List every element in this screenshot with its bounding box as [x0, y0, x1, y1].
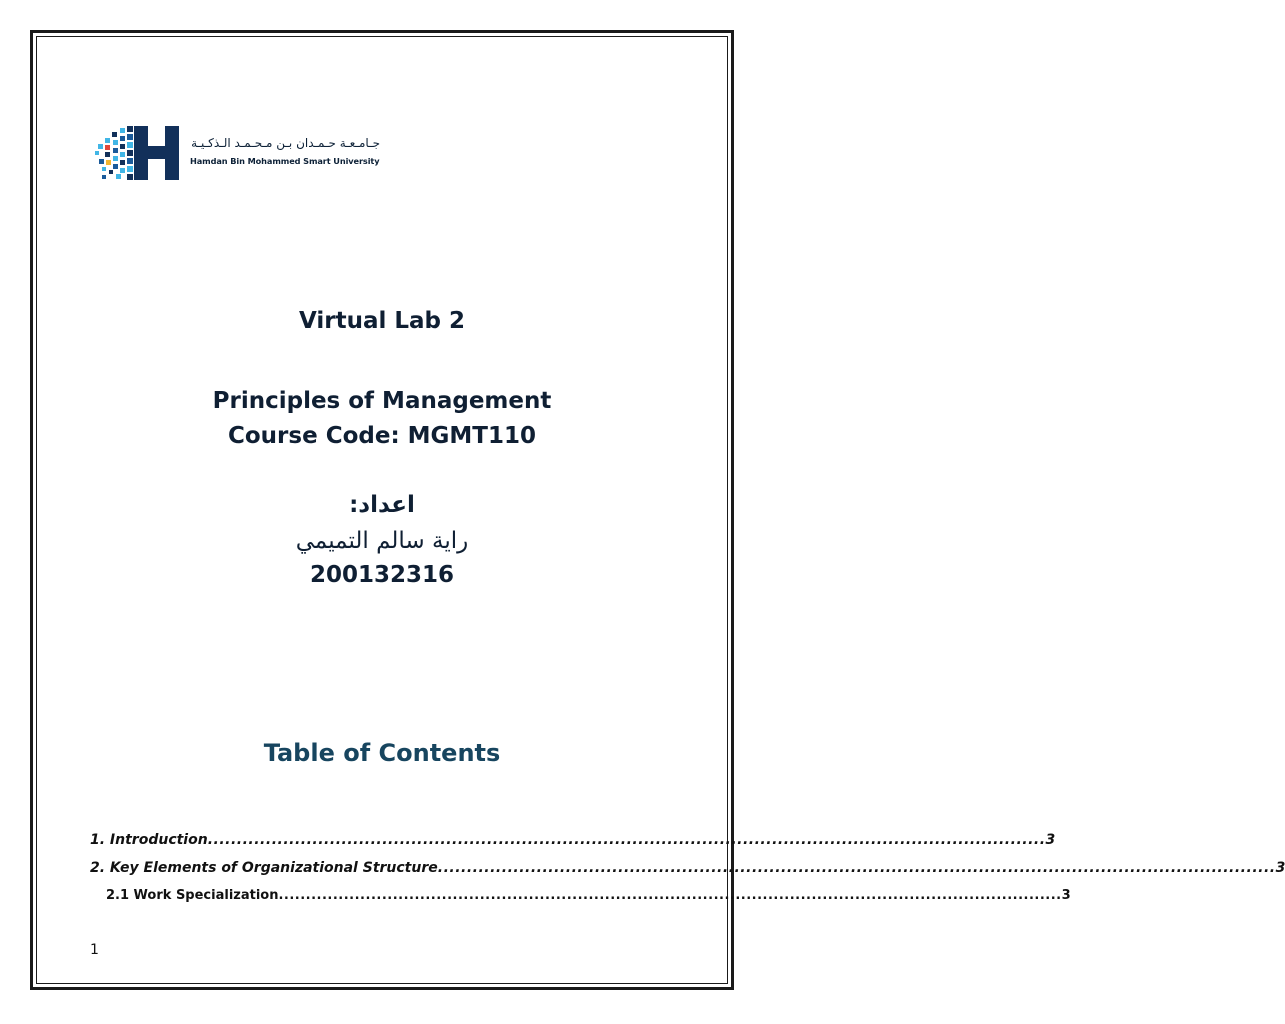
toc-leader-dots: ................................................................................................................................................: [207, 832, 1046, 848]
toc-entry-page: 3: [1045, 832, 1056, 848]
toc-entry-label: 2.1 Work Specialization: [106, 888, 279, 903]
lab-title: Virtual Lab 2: [298, 308, 466, 334]
university-name-english: Hamdan Bin Mohammed Smart University: [190, 156, 380, 166]
toc-leader-dots: ................................................................................................................................................: [278, 888, 1062, 903]
toc-leader-dots: ................................................................................................................................................: [437, 860, 1276, 876]
toc-entry-label: 1. Introduction: [90, 832, 208, 848]
toc-entry-label: 2. Key Elements of Organizational Structure: [90, 860, 438, 876]
toc-entry-page: 3: [1275, 860, 1285, 876]
toc-entry[interactable]: [90, 860, 1285, 876]
university-logo-mark-icon: [94, 122, 184, 184]
page-number: 1: [90, 942, 99, 958]
university-logo: [94, 122, 384, 184]
student-id: 200132316: [309, 562, 455, 588]
course-code: Course Code: MGMT110: [228, 423, 536, 449]
prepared-by-label: اعداد:: [349, 492, 415, 518]
toc-entry[interactable]: [106, 888, 1071, 903]
toc-title: Table of Contents: [263, 739, 501, 767]
toc-entry-page: 3: [1061, 888, 1071, 903]
course-name: Principles of Management: [212, 388, 552, 414]
toc-entry[interactable]: [90, 832, 1056, 848]
university-name-arabic: جـامـعـة حـمـدان بـن مـحـمـد الـذكـيـة: [191, 136, 380, 150]
student-name: راية سالم التميمي: [295, 528, 469, 554]
